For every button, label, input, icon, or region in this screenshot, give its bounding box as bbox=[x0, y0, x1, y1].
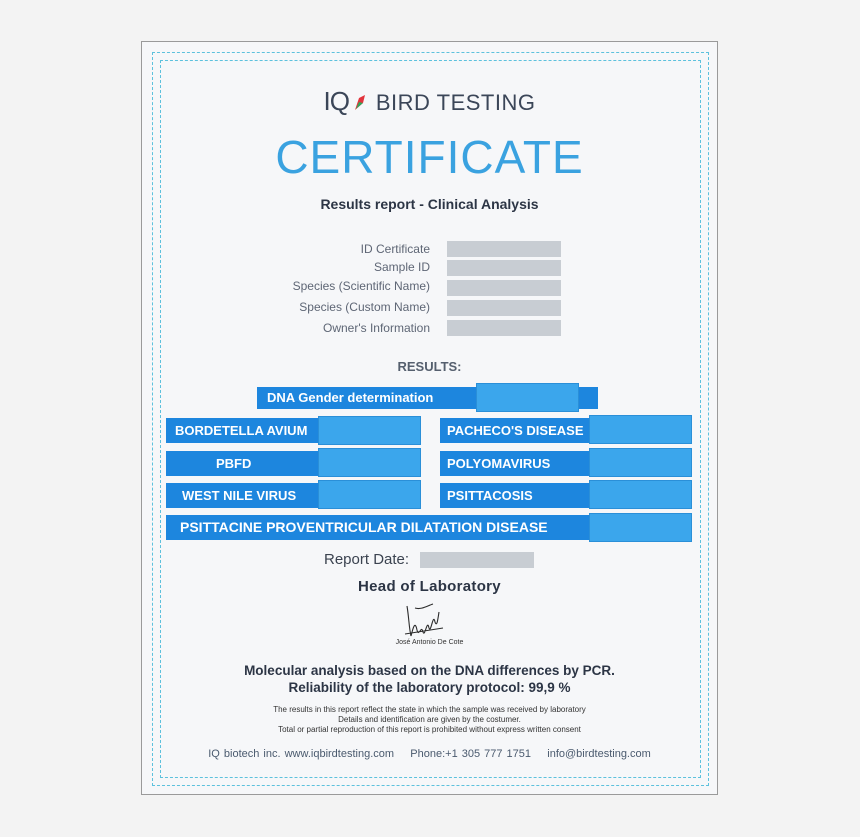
report-date-field bbox=[420, 552, 534, 568]
disclaimer bbox=[142, 705, 717, 735]
footer-phone: Phone:+1 305 777 1751 bbox=[410, 748, 532, 760]
pdd-result-box bbox=[589, 513, 692, 542]
signature-icon bbox=[397, 598, 447, 642]
head-of-laboratory: Head of Laboratory bbox=[358, 578, 501, 595]
owner-info-field bbox=[447, 320, 561, 336]
polyomavirus-bar: POLYOMAVIRUS bbox=[440, 451, 692, 476]
pacheco-result-box bbox=[589, 415, 692, 444]
molecular-line-1: Molecular analysis based on the DNA differences by PCR. bbox=[244, 663, 615, 678]
footer-email: info@birdtesting.com bbox=[547, 748, 651, 760]
sample-id-label: Sample ID bbox=[373, 260, 430, 274]
pbfd-bar: PBFD bbox=[166, 451, 419, 476]
footer-website: www.iqbirdtesting.com bbox=[284, 748, 395, 760]
dna-gender-result-box bbox=[476, 383, 579, 412]
pdd-bar: PSITTACINE PROVENTRICULAR DILATATION DISEASE bbox=[166, 515, 692, 540]
bordetella-bar: BORDETELLA AVIUM bbox=[166, 418, 419, 443]
molecular-analysis bbox=[142, 662, 717, 696]
disclaimer-line-1: The results in this report reflect the state in which the sample was received by laboratory bbox=[273, 705, 586, 714]
feather-icon bbox=[353, 94, 367, 112]
species-scientific-label: Species (Scientific Name) bbox=[292, 279, 430, 293]
species-custom-field bbox=[447, 300, 561, 316]
id-certificate-field bbox=[447, 241, 561, 257]
id-certificate-label: ID Certificate bbox=[360, 242, 430, 256]
logo bbox=[142, 86, 717, 117]
psittacosis-result-box bbox=[589, 480, 692, 509]
bordetella-result-box bbox=[318, 416, 421, 445]
dna-gender-bar: DNA Gender determination bbox=[257, 387, 598, 409]
disclaimer-line-3: Total or partial reproduction of this report is prohibited without express written consent bbox=[278, 725, 581, 734]
logo-iq: IQ bbox=[323, 86, 349, 116]
footer bbox=[142, 748, 717, 760]
disclaimer-line-2: Details and identification are given by the costumer. bbox=[338, 715, 521, 724]
psittacosis-bar: PSITTACOSIS bbox=[440, 483, 692, 508]
species-scientific-field bbox=[447, 280, 561, 296]
polyomavirus-result-box bbox=[589, 448, 692, 477]
results-heading: RESULTS: bbox=[397, 359, 462, 374]
logo-name: BIRD TESTING bbox=[375, 90, 536, 115]
certificate-title: CERTIFICATE bbox=[275, 131, 584, 183]
species-custom-label: Species (Custom Name) bbox=[299, 300, 430, 314]
west-nile-result-box bbox=[318, 480, 421, 509]
pbfd-result-box bbox=[318, 448, 421, 477]
owner-info-label: Owner's Information bbox=[323, 321, 430, 335]
pacheco-bar: PACHECO'S DISEASE bbox=[440, 418, 692, 443]
west-nile-bar: WEST NILE VIRUS bbox=[166, 483, 419, 508]
certificate bbox=[141, 41, 718, 795]
sample-id-field bbox=[447, 260, 561, 276]
footer-company: IQ biotech inc. bbox=[208, 748, 281, 760]
reliability-line: Reliability of the laboratory protocol: 99,9 % bbox=[288, 680, 571, 695]
signatory-name: José Antonio De Cote bbox=[395, 639, 464, 646]
subtitle: Results report - Clinical Analysis bbox=[320, 196, 539, 212]
report-date-label: Report Date: bbox=[324, 551, 410, 568]
